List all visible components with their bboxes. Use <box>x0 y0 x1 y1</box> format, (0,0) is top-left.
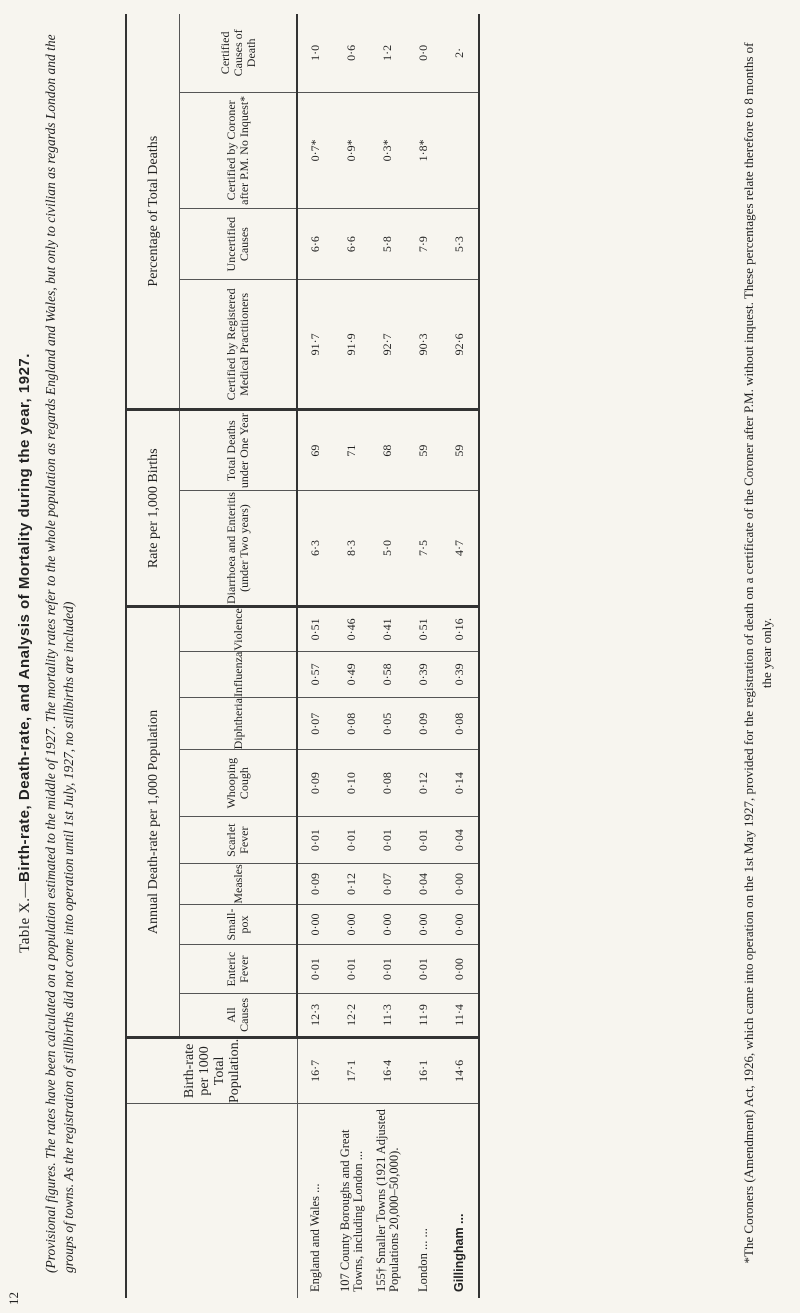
cell: 0·10 <box>334 750 370 817</box>
cell: 8·3 <box>334 490 370 606</box>
cell: 91·9 <box>334 280 370 410</box>
cell: 12·2 <box>334 993 370 1037</box>
cell: 0·08 <box>442 698 479 750</box>
cell: 17·1 <box>334 1037 370 1103</box>
cell: 1·0 <box>297 14 334 92</box>
table-row <box>334 14 370 1298</box>
cell: 0·46 <box>334 607 370 652</box>
cell: 0·01 <box>297 945 334 994</box>
cell: 0·00 <box>370 904 406 945</box>
cell: 0·05 <box>370 698 406 750</box>
cell: 92·6 <box>442 280 479 410</box>
cell: 16·7 <box>297 1037 334 1103</box>
title-prefix: Table X.— <box>17 881 33 953</box>
cell: 0·04 <box>442 817 479 864</box>
cell: 0·00 <box>334 904 370 945</box>
cell: 2· <box>442 14 479 92</box>
cell: 0·12 <box>406 750 442 817</box>
row-label-header <box>126 1104 297 1299</box>
cell: 5·0 <box>370 490 406 606</box>
col-header: Certified by Coroner after P.M. No Inquest* <box>180 92 298 208</box>
cell: 0·07 <box>370 864 406 904</box>
col-header-birth-rate: Birth-rate per 1000 Total Population. <box>126 1037 297 1103</box>
col-header: Uncertified Causes <box>180 208 298 279</box>
page-number: 12 <box>6 1292 21 1305</box>
cell: 0·09 <box>297 864 334 904</box>
cell: 59 <box>406 410 442 491</box>
cell: 12·3 <box>297 993 334 1037</box>
cell: 14·6 <box>442 1037 479 1103</box>
group-percentage: Percentage of Total Deaths <box>126 14 180 410</box>
cell: 69 <box>297 410 334 491</box>
table-row <box>442 14 479 1298</box>
cell: 0·57 <box>297 651 334 697</box>
cell: 71 <box>334 410 370 491</box>
cell: 91·7 <box>297 280 334 410</box>
cell: 16·1 <box>406 1037 442 1103</box>
col-header: Diphtheria <box>180 698 298 750</box>
cell: 68 <box>370 410 406 491</box>
cell: 92·7 <box>370 280 406 410</box>
table-row <box>297 14 334 1298</box>
group-header-row <box>126 14 180 1298</box>
row-label: 155† Smaller Towns (1921 Adjusted Populations 20,000–50,000). <box>373 1109 401 1292</box>
cell: 90·3 <box>406 280 442 410</box>
col-header: Violence <box>180 607 298 652</box>
cell: 0·39 <box>406 651 442 697</box>
cell: 1·2 <box>370 14 406 92</box>
cell: 7·9 <box>406 208 442 279</box>
col-header: All Causes <box>180 993 298 1037</box>
col-header: Enteric Fever <box>180 945 298 994</box>
row-label: Gillingham ... <box>452 1213 466 1292</box>
cell: 59 <box>442 410 479 491</box>
col-header: Whooping Cough <box>180 750 298 817</box>
cell: 0·01 <box>406 945 442 994</box>
col-header: Influenza <box>180 651 298 697</box>
table-row <box>370 14 406 1298</box>
cell: 0·01 <box>334 945 370 994</box>
cell: 4·7 <box>442 490 479 606</box>
cell: 0·3* <box>370 92 406 208</box>
cell: 0·07 <box>297 698 334 750</box>
cell: 6·3 <box>297 490 334 606</box>
cell: 0·51 <box>406 607 442 652</box>
table-row <box>406 14 442 1298</box>
cell: 0·6 <box>334 14 370 92</box>
cell: 0·00 <box>442 864 479 904</box>
cell: 0·41 <box>370 607 406 652</box>
cell: 6·6 <box>334 208 370 279</box>
cell: 0·01 <box>370 945 406 994</box>
cell: 0·9* <box>334 92 370 208</box>
cell: 11·4 <box>442 993 479 1037</box>
col-header: Total Deaths under One Year <box>180 410 298 491</box>
cell: 7·5 <box>406 490 442 606</box>
col-header: Certified Causes of Death <box>180 14 298 92</box>
cell: 0·08 <box>334 698 370 750</box>
row-label: 107 County Boroughs and Great Towns, including London ... <box>337 1129 365 1292</box>
cell: 1·8* <box>406 92 442 208</box>
cell: 0·00 <box>406 904 442 945</box>
cell: 0·09 <box>406 698 442 750</box>
group-rate-per-births: Rate per 1,000 Births <box>126 410 180 607</box>
cell: 0·01 <box>297 817 334 864</box>
col-header: Diarrhoea and Enteritis (under Two years) <box>180 490 298 606</box>
cell: 11·9 <box>406 993 442 1037</box>
title-main: Birth-rate, Death-rate, and Analysis of Mortality during the year, 1927. <box>16 353 33 882</box>
group-annual-death-rate: Annual Death-rate per 1,000 Population <box>126 607 180 1038</box>
cell: 0·14 <box>442 750 479 817</box>
cell: 5·3 <box>442 208 479 279</box>
cell: 11·3 <box>370 993 406 1037</box>
cell: 0·49 <box>334 651 370 697</box>
cell: 0·00 <box>442 945 479 994</box>
cell: 0·39 <box>442 651 479 697</box>
cell: 0·00 <box>442 904 479 945</box>
col-header: Measles <box>180 864 298 904</box>
table-title <box>16 13 34 1293</box>
col-header: Small-pox <box>180 904 298 945</box>
cell: 0·0 <box>406 14 442 92</box>
cell: 0·7* <box>297 92 334 208</box>
footnote: *The Coroners (Amendment) Act, 1926, which came into operation on the 1st May 1927, provided for the registration of death on a certificate of the Coroner after P.M. without inquest. These percentages relate therefore to 8 months of the year only. <box>741 42 774 1264</box>
mortality-table <box>125 14 480 1298</box>
cell: 6·6 <box>297 208 334 279</box>
cell: 0·01 <box>370 817 406 864</box>
cell: 5·8 <box>370 208 406 279</box>
col-header: Certified by Registered Medical Practitioners <box>180 280 298 410</box>
cell: 0·01 <box>334 817 370 864</box>
cell: 0·00 <box>297 904 334 945</box>
cell: 0·51 <box>297 607 334 652</box>
cell <box>442 92 479 208</box>
cell: 0·01 <box>406 817 442 864</box>
table-subtitle: (Provisional figures. The rates have been calculated on a population estimated to the middle of 1927. The mortality rates refer to the whole population as regards England and Wales, but only to civilian as regards London and the groups of towns. As the registration of stillbirths did not come into operation until 1st July, 1927, no stillbirths are included) <box>43 34 76 1273</box>
row-label: London ... ... <box>416 1228 430 1292</box>
cell: 0·16 <box>442 607 479 652</box>
cell: 0·12 <box>334 864 370 904</box>
cell: 0·08 <box>370 750 406 817</box>
cell: 0·04 <box>406 864 442 904</box>
cell: 16·4 <box>370 1037 406 1103</box>
row-label: England and Wales ... <box>308 1183 322 1292</box>
col-header: Scarlet Fever <box>180 817 298 864</box>
cell: 0·58 <box>370 651 406 697</box>
cell: 0·09 <box>297 750 334 817</box>
